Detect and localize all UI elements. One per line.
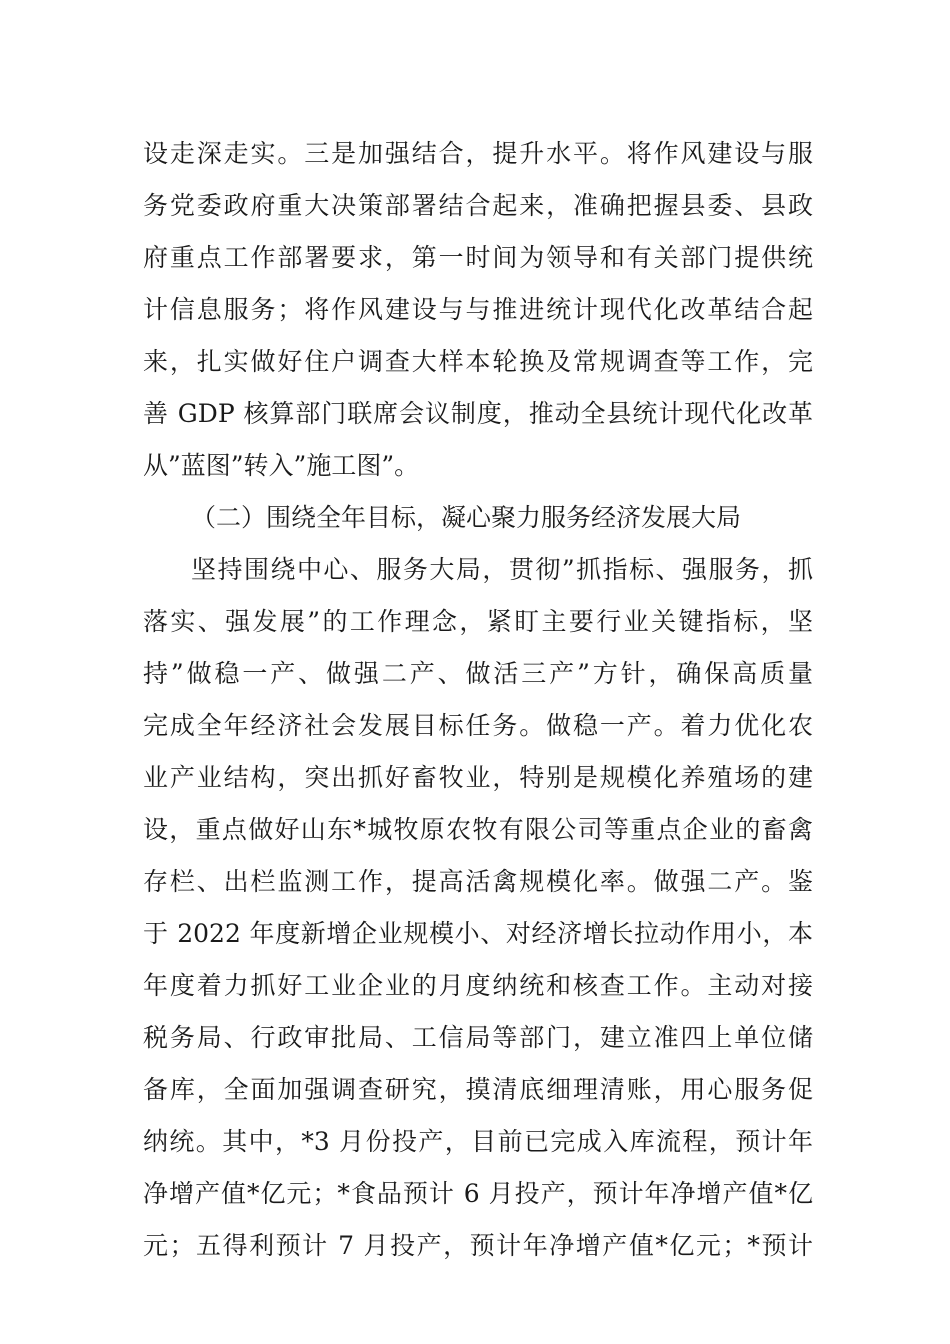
paragraph-line: 落实、强发展”的工作理念，紧盯主要行业关键指标，坚	[143, 607, 813, 636]
paragraph-line: 持”做稳一产、做强二产、做活三产”方针，确保高质量	[143, 659, 813, 688]
paragraph-line: 纳统。其中，*3 月份投产，目前已完成入库流程，预计年	[143, 1127, 813, 1156]
paragraph-line: 务党委政府重大决策部署结合起来，准确把握县委、县政	[143, 191, 813, 220]
paragraph-line: 坚持围绕中心、服务大局，贯彻”抓指标、强服务，抓	[191, 555, 813, 584]
paragraph-line: 善 GDP 核算部门联席会议制度，推动全县统计现代化改革	[143, 399, 813, 428]
paragraph-line: 来，扎实做好住户调查大样本轮换及常规调查等工作，完	[143, 347, 813, 376]
paragraph-line: 府重点工作部署要求，第一时间为领导和有关部门提供统	[143, 243, 813, 272]
paragraph-line: 计信息服务；将作风建设与与推进统计现代化改革结合起	[143, 295, 813, 324]
paragraph-line: 业产业结构，突出抓好畜牧业，特别是规模化养殖场的建	[143, 763, 813, 792]
paragraph-line: 设走深走实。三是加强结合，提升水平。将作风建设与服	[143, 139, 813, 168]
paragraph-line: 税务局、行政审批局、工信局等部门，建立准四上单位储	[143, 1023, 813, 1052]
paragraph-line: 设，重点做好山东*城牧原农牧有限公司等重点企业的畜禽	[143, 815, 813, 844]
paragraph-line: 存栏、出栏监测工作，提高活禽规模化率。做强二产。鉴	[143, 867, 813, 896]
paragraph-line: 元；五得利预计 7 月投产，预计年净增产值*亿元；*预计	[143, 1231, 813, 1260]
paragraph-line: 净增产值*亿元；*食品预计 6 月投产，预计年净增产值*亿	[143, 1179, 813, 1208]
paragraph-line: 备库，全面加强调查研究，摸清底细理清账，用心服务促	[143, 1075, 813, 1104]
section-heading: （二）围绕全年目标，凝心聚力服务经济发展大局	[191, 503, 742, 532]
paragraph-line: 完成全年经济社会发展目标任务。做稳一产。着力优化农	[143, 711, 813, 740]
paragraph-line: 年度着力抓好工业企业的月度纳统和核查工作。主动对接	[143, 971, 813, 1000]
paragraph-line: 从”蓝图”转入”施工图”。	[143, 451, 420, 480]
paragraph-line: 于 2022 年度新增企业规模小、对经济增长拉动作用小，本	[143, 919, 813, 948]
